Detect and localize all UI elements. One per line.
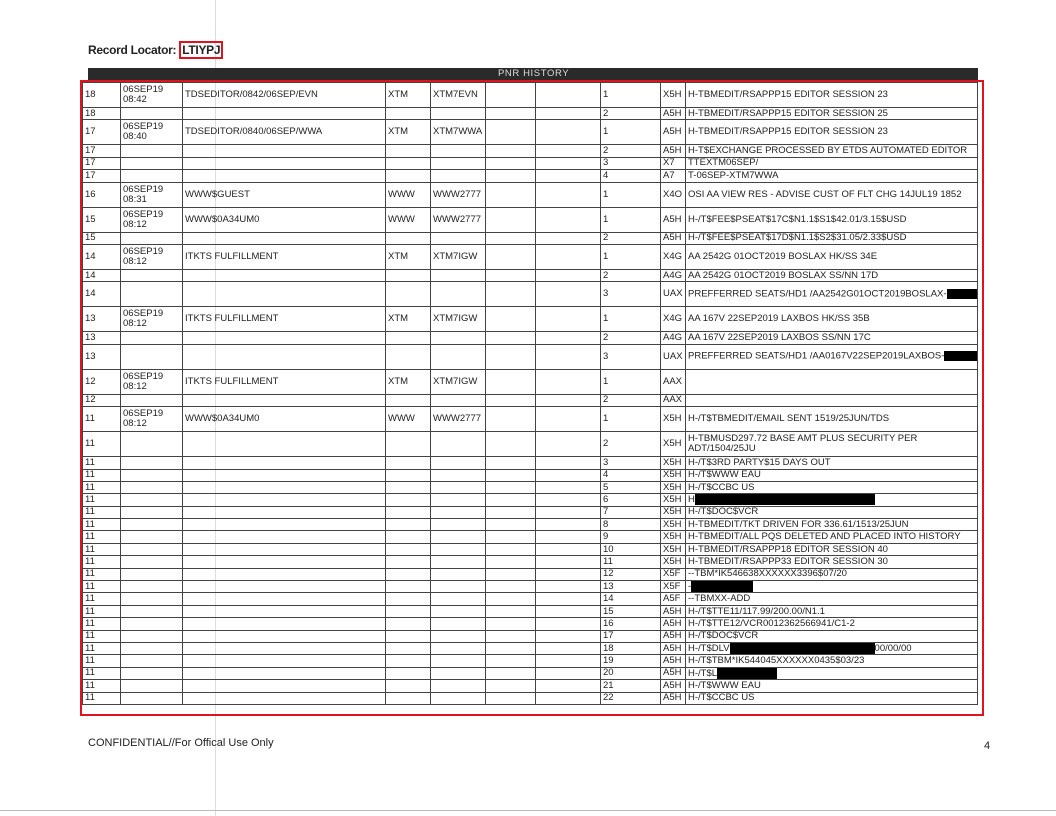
history-text-cell-text: H-T$EXCHANGE PROCESSED BY ETDS AUTOMATED EDITOR xyxy=(688,145,968,157)
history-text-cell-text: H-/T$FEE$PSEAT$17C$N1.1$S1$42.01/3.15$USD xyxy=(688,213,907,225)
entry-number-text: 11 xyxy=(85,667,95,679)
history-text-cell-text: PREFFERRED SEATS/HD1 /AA0167V22SEP2019LAXBOS- xyxy=(688,350,945,362)
timestamp-time: 08:42 xyxy=(123,94,147,105)
history-text-cell-text: H xyxy=(688,494,695,506)
action-code-cell-text: X5H xyxy=(663,456,682,468)
action-code-cell-text: X5H xyxy=(663,555,682,567)
action-code-cell-text: UAX xyxy=(663,288,683,300)
sequence-cell-text: 2 xyxy=(603,394,609,406)
history-text-cell-text: AA 167V 22SEP2019 LAXBOS SS/NN 17C xyxy=(688,332,871,344)
action-code-cell-text: A4G xyxy=(663,269,683,281)
record-locator xyxy=(88,43,223,57)
action-code-cell-text: X5H xyxy=(663,493,682,505)
record-locator-label: Record Locator: xyxy=(88,43,177,57)
sequence-cell-text: 3 xyxy=(603,157,609,169)
sequence-cell-text: 6 xyxy=(603,493,609,505)
sequence-cell-text: 2 xyxy=(603,269,609,281)
page-number: 4 xyxy=(984,740,991,752)
entry-number-text: 15 xyxy=(85,232,96,244)
sequence-cell-text: 3 xyxy=(603,456,609,468)
timestamp-date: 06SEP19 xyxy=(123,370,164,382)
history-text-cell-text: H-/T$DOC$VCR xyxy=(688,506,759,518)
sequence-cell-text: 1 xyxy=(603,89,609,100)
action-code-cell-text: A5H xyxy=(663,107,682,119)
agent-cell-text: ITKTS FULFILLMENT xyxy=(185,375,279,387)
entry-number-text: 14 xyxy=(85,288,96,300)
action-code-cell-text: A5H xyxy=(663,213,682,225)
sequence-cell-text: 16 xyxy=(603,617,614,629)
sequence-cell-text: 17 xyxy=(603,630,614,642)
sequence-cell-text: 1 xyxy=(603,375,609,387)
entry-number-text: 13 xyxy=(85,350,96,362)
action-code-cell-text: X4G xyxy=(663,313,683,325)
sequence-cell-text: 2 xyxy=(603,332,609,344)
entry-number-text: 14 xyxy=(85,250,96,262)
sequence-cell-text: 18 xyxy=(603,642,614,654)
sequence-cell-text: 3 xyxy=(603,350,609,362)
office-cell-text: WWW xyxy=(388,413,415,425)
action-code-cell-text: A5H xyxy=(663,605,682,617)
agent-id-cell-text: WWW2777 xyxy=(433,213,482,225)
agent-cell-text: WWW$0A34UM0 xyxy=(185,413,260,425)
history-text-cell-text: AA 2542G 01OCT2019 BOSLAX SS/NN 17D xyxy=(688,269,879,281)
action-code-cell-text: A5H xyxy=(663,617,682,629)
action-code-cell-text: A4G xyxy=(663,332,683,344)
history-text-cell-text: AA 167V 22SEP2019 LAXBOS HK/SS 35B xyxy=(688,313,870,325)
entry-number-text: 11 xyxy=(85,531,95,543)
action-code-cell-text: A5H xyxy=(663,126,682,138)
timestamp-time: 08:40 xyxy=(123,131,147,143)
action-code-cell-text: X5F xyxy=(663,568,681,580)
sequence-cell-text: 14 xyxy=(603,593,614,605)
entry-number-text: 11 xyxy=(85,438,95,450)
history-text-cell-text: H-TBMEDIT/RSAPPP33 EDITOR SESSION 30 xyxy=(688,555,888,567)
timestamp-date: 06SEP19 xyxy=(123,245,164,257)
history-text-cell-text: H-/T$CCBC US xyxy=(688,692,755,704)
history-text-cell-text: --TBM*IK546638XXXXXX3396$07/20 xyxy=(688,568,847,580)
agent-cell-text: ITKTS FULFILLMENT xyxy=(185,313,279,325)
history-text-cell-text: - xyxy=(688,581,692,593)
entry-number-text: 11 xyxy=(85,655,95,667)
office-cell-text: XTM xyxy=(388,313,409,325)
action-code-cell-text: X5H xyxy=(663,89,682,100)
history-text-cell-text: H-TBMEDIT/RSAPPP15 EDITOR SESSION 23 xyxy=(688,126,888,138)
entry-number-text: 11 xyxy=(85,593,95,605)
action-code-cell-text: X5H xyxy=(663,413,682,425)
sequence-cell-text: 7 xyxy=(603,506,609,518)
history-text-cell-text: H-/T$TTE12/VCR0012362566941/C1-2 xyxy=(688,617,855,629)
history-text-cell-text: H-/T$DOC$VCR xyxy=(688,630,759,642)
action-code-cell-text: X7 xyxy=(663,157,675,169)
history-text-cell-text: H-/T$WWW EAU xyxy=(688,469,761,481)
agent-cell-text: TDSEDITOR/0840/06SEP/WWA xyxy=(185,126,323,138)
sequence-cell-text: 9 xyxy=(603,531,609,543)
timestamp-date: 06SEP19 xyxy=(123,121,164,133)
entry-number-text: 11 xyxy=(85,469,95,481)
history-text-cell-text: H-/T$FEE$PSEAT$17D$N1.1$S2$31.05/2.33$USD xyxy=(688,232,907,244)
history-text-cell-text: H-TBMUSD297.72 BASE AMT PLUS SECURITY PER ADT/1504/25JU xyxy=(688,433,918,455)
history-text-cell-text: OSI AA VIEW RES - ADVISE CUST OF FLT CHG 14JUL19 1852 xyxy=(688,188,962,200)
sequence-cell-text: 21 xyxy=(603,679,614,691)
history-text-cell-text: H-/T$CCBC US xyxy=(688,481,755,493)
sequence-cell-text: 4 xyxy=(603,169,609,181)
entry-number-text: 12 xyxy=(85,394,96,406)
entry-number-text: 11 xyxy=(85,518,95,530)
sequence-cell-text: 13 xyxy=(603,580,614,592)
timestamp-time: 08:31 xyxy=(123,193,147,205)
action-code-cell-text: X4O xyxy=(663,188,683,200)
sequence-cell-text: 11 xyxy=(603,555,613,567)
action-code-cell-text: AAX xyxy=(663,375,683,387)
sequence-cell-text: 15 xyxy=(603,605,614,617)
office-cell-text: XTM xyxy=(388,375,409,387)
history-text-cell-text: H-TBMEDIT/ALL PQS DELETED AND PLACED INTO HISTORY xyxy=(688,531,961,543)
sequence-cell-text: 22 xyxy=(603,692,614,704)
sequence-cell-text: 19 xyxy=(603,655,614,667)
entry-number-text: 18 xyxy=(85,89,96,100)
entry-number-text: 17 xyxy=(85,157,96,169)
timestamp-time: 08:12 xyxy=(123,380,147,392)
entry-number-text: 14 xyxy=(85,269,96,281)
agent-cell-text: TDSEDITOR/0842/06SEP/EVN xyxy=(185,89,318,100)
history-text-cell-text: PREFFERRED SEATS/HD1 /AA2542G01OCT2019BOSLAX- xyxy=(688,288,947,300)
action-code-cell-text: A5H xyxy=(663,232,682,244)
action-code-cell-text: A5H xyxy=(663,692,682,704)
history-text-cell-text: H-/T$L xyxy=(688,667,718,679)
action-code-cell-text: A7 xyxy=(663,169,675,181)
action-code-cell-text: X5H xyxy=(663,438,682,450)
history-text-cell-text: --TBMXX-ADD xyxy=(688,593,751,605)
entry-number-text: 11 xyxy=(85,543,95,555)
section-header-bar xyxy=(88,68,978,80)
entry-number-text: 11 xyxy=(85,692,95,704)
sequence-cell-text: 20 xyxy=(603,667,614,679)
record-locator-value: LTIYPJ xyxy=(179,41,223,59)
entry-number-text: 16 xyxy=(85,188,96,200)
timestamp-time: 08:12 xyxy=(123,218,147,230)
action-code-cell-text: A5H xyxy=(663,679,682,691)
action-code-cell-text: X5H xyxy=(663,481,682,493)
entry-number-text: 15 xyxy=(85,213,96,225)
entry-number-text: 13 xyxy=(85,332,96,344)
sequence-cell-text: 2 xyxy=(603,145,609,157)
entry-number-text: 11 xyxy=(85,493,95,505)
sequence-cell-text: 1 xyxy=(603,313,609,325)
sequence-cell-text: 1 xyxy=(603,126,609,138)
action-code-cell-text: AAX xyxy=(663,394,683,406)
sequence-cell-text: 2 xyxy=(603,438,609,450)
entry-number-text: 11 xyxy=(85,642,95,654)
history-text-cell-text: H-TBMEDIT/TKT DRIVEN FOR 336.61/1513/25JUN xyxy=(688,518,909,530)
history-text-cell-text: H-/T$TTE11/117.99/200.00/N1.1 xyxy=(688,605,825,617)
history-text-after: 00/00/00 xyxy=(874,643,912,655)
history-text-cell-text: H-TBMEDIT/RSAPPP18 EDITOR SESSION 40 xyxy=(688,543,888,555)
agent-id-cell-text: XTM7IGW xyxy=(433,313,478,325)
history-text-cell-text: H-/T$TBM*IK544045XXXXXX0435$03/23 xyxy=(688,655,865,667)
sequence-cell-text: 8 xyxy=(603,518,609,530)
agent-id-cell-text: WWW2777 xyxy=(433,188,482,200)
history-text-cell-text: T-06SEP-XTM7WWA xyxy=(688,169,779,181)
sequence-cell-text: 4 xyxy=(603,469,609,481)
history-text-cell-text: H-/T$WWW EAU xyxy=(688,679,761,691)
scan-edge xyxy=(0,810,1056,811)
action-code-cell-text: X4G xyxy=(663,250,683,262)
timestamp-time: 08:12 xyxy=(123,318,147,330)
entry-number-text: 11 xyxy=(85,481,95,493)
entry-number-text: 11 xyxy=(85,580,95,592)
section-title: PNR HISTORY xyxy=(498,68,570,79)
sequence-cell-text: 1 xyxy=(603,250,609,262)
action-code-cell-text: X5H xyxy=(663,531,682,543)
entry-number-text: 11 xyxy=(85,413,95,425)
action-code-cell-text: X5H xyxy=(663,469,682,481)
action-code-cell-text: X5H xyxy=(663,518,682,530)
entry-number-text: 11 xyxy=(85,679,95,691)
history-text-cell-text: TTEXTM06SEP/ xyxy=(688,157,759,169)
action-code-cell-text: A5H xyxy=(663,667,682,679)
agent-id-cell-text: WWW2777 xyxy=(433,413,482,425)
sequence-cell-text: 5 xyxy=(603,481,609,493)
agent-cell-text: WWW$GUEST xyxy=(185,188,250,200)
office-cell-text: XTM xyxy=(388,250,409,262)
office-cell-text: XTM xyxy=(388,89,409,100)
entry-number-text: 11 xyxy=(85,605,95,617)
entry-number-text: 17 xyxy=(85,126,96,138)
action-code-cell-text: X5F xyxy=(663,580,681,592)
agent-id-cell-text: XTM7WWA xyxy=(433,126,483,138)
entry-number-text: 13 xyxy=(85,313,96,325)
timestamp-date: 06SEP19 xyxy=(123,183,164,195)
history-text-cell-text: AA 2542G 01OCT2019 BOSLAX HK/SS 34E xyxy=(688,250,878,262)
timestamp-time: 08:12 xyxy=(123,255,147,267)
agent-cell-text: ITKTS FULFILLMENT xyxy=(185,250,279,262)
history-text-cell-text: H-TBMEDIT/RSAPPP15 EDITOR SESSION 25 xyxy=(688,107,888,119)
sequence-cell-text: 2 xyxy=(603,107,609,119)
history-text-cell-text: H-/T$TBMEDIT/EMAIL SENT 1519/25JUN/TDS xyxy=(688,413,890,425)
entry-number-text: 11 xyxy=(85,617,95,629)
action-code-cell-text: A5H xyxy=(663,145,682,157)
entry-number-text: 18 xyxy=(85,107,96,119)
history-text-cell-text: H-TBMEDIT/RSAPPP15 EDITOR SESSION 23 xyxy=(688,89,888,100)
sequence-cell-text: 2 xyxy=(603,232,609,244)
sequence-cell-text: 1 xyxy=(603,413,609,425)
office-cell-text: WWW xyxy=(388,213,415,225)
timestamp-date: 06SEP19 xyxy=(123,208,164,220)
action-code-cell-text: UAX xyxy=(663,350,683,362)
action-code-cell-text: A5H xyxy=(663,655,682,667)
action-code-cell-text: X5H xyxy=(663,506,682,518)
sequence-cell-text: 1 xyxy=(603,188,609,200)
action-code-cell-text: X5H xyxy=(663,543,682,555)
sequence-cell-text: 3 xyxy=(603,288,609,300)
action-code-cell-text: A5H xyxy=(663,642,682,654)
entry-number-text: 12 xyxy=(85,375,96,387)
history-text-cell-text: H-/T$DLV xyxy=(688,643,730,655)
agent-id-cell-text: XTM7IGW xyxy=(433,375,478,387)
highlight-box xyxy=(80,80,984,716)
sequence-cell-text: 10 xyxy=(603,543,614,555)
entry-number-text: 17 xyxy=(85,145,96,157)
entry-number-text: 11 xyxy=(85,456,95,468)
agent-cell-text: WWW$0A34UM0 xyxy=(185,213,260,225)
action-code-cell-text: A5H xyxy=(663,630,682,642)
entry-number-text: 11 xyxy=(85,630,95,642)
timestamp-date: 06SEP19 xyxy=(123,308,164,320)
agent-id-cell-text: XTM7IGW xyxy=(433,250,478,262)
office-cell-text: XTM xyxy=(388,126,409,138)
office-cell-text: WWW xyxy=(388,188,415,200)
entry-number-text: 11 xyxy=(85,555,95,567)
entry-number-text: 17 xyxy=(85,169,96,181)
sequence-cell-text: 1 xyxy=(603,213,609,225)
timestamp-date: 06SEP19 xyxy=(123,408,164,420)
sequence-cell-text: 12 xyxy=(603,568,614,580)
entry-number-text: 11 xyxy=(85,568,95,580)
entry-number-text: 11 xyxy=(85,506,95,518)
history-text-cell-text: H-/T$3RD PARTY$15 DAYS OUT xyxy=(688,456,831,468)
confidential-footer: CONFIDENTIAL//For Offical Use Only xyxy=(88,737,274,749)
action-code-cell-text: A5F xyxy=(663,593,681,605)
agent-id-cell-text: XTM7EVN xyxy=(433,89,478,100)
timestamp-time: 08:12 xyxy=(123,418,147,430)
timestamp-date: 06SEP19 xyxy=(123,84,164,95)
